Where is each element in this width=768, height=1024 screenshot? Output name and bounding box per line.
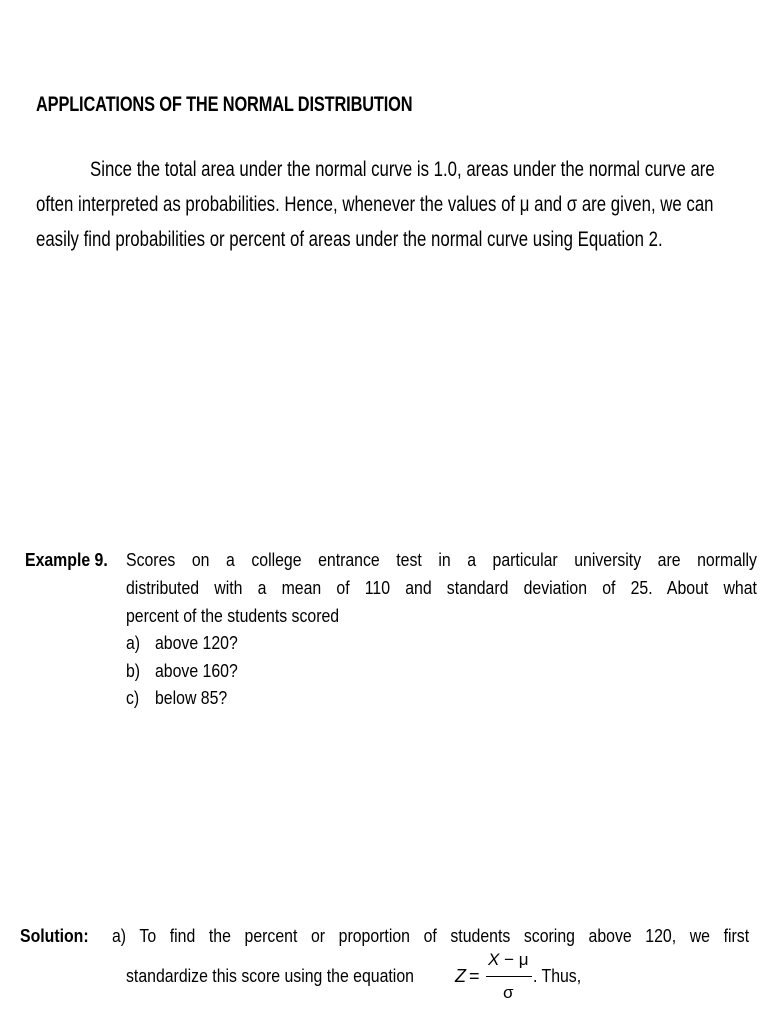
example-line-2-text: distributed with a mean of 110 and standard deviation of 25. About what [126,578,757,598]
intro-line-3: easily find probabilities or percent of areas under the normal curve using Equation 2. [36,228,663,251]
option-b-letter: b) [126,661,141,681]
example-line-2 [126,578,757,599]
equation-numerator [488,950,529,970]
option-b-text: above 160? [155,661,238,681]
option-c-text: below 85? [155,688,228,708]
option-a-letter: a) [126,633,141,653]
equation-denominator: σ [503,983,514,1002]
solution-label: Solution: [20,926,89,946]
option-c-letter: c) [126,688,140,708]
example-line-1-text: Scores on a college entrance test in a particular university are normally [126,550,757,570]
solution-line-1-text: a) To find the percent or proportion of students scoring above 120, we first [112,926,750,946]
intro-line-1: Since the total area under the normal curve is 1.0, areas under the normal curve are [90,158,715,181]
equation-fraction-bar [486,976,532,977]
example-label: Example 9. [25,550,108,570]
example-line-1 [126,550,757,571]
solution-line-2-suffix: . Thus, [533,966,582,986]
document-title: APPLICATIONS OF THE NORMAL DISTRIBUTION [36,93,413,116]
equation-numerator-rest: − μ [499,950,529,969]
equation-numerator-var: X [488,950,500,969]
intro-line-2: often interpreted as probabilities. Hence, whenever the values of μ and σ are given, we can [36,193,714,216]
solution-line-2: standardize this score using the equation [126,966,414,986]
example-line-3: percent of the students scored [126,606,340,626]
option-a-text: above 120? [155,633,238,653]
equation-z: Z [455,966,466,986]
solution-line-1 [112,926,749,947]
equation-equals: = [469,966,480,986]
